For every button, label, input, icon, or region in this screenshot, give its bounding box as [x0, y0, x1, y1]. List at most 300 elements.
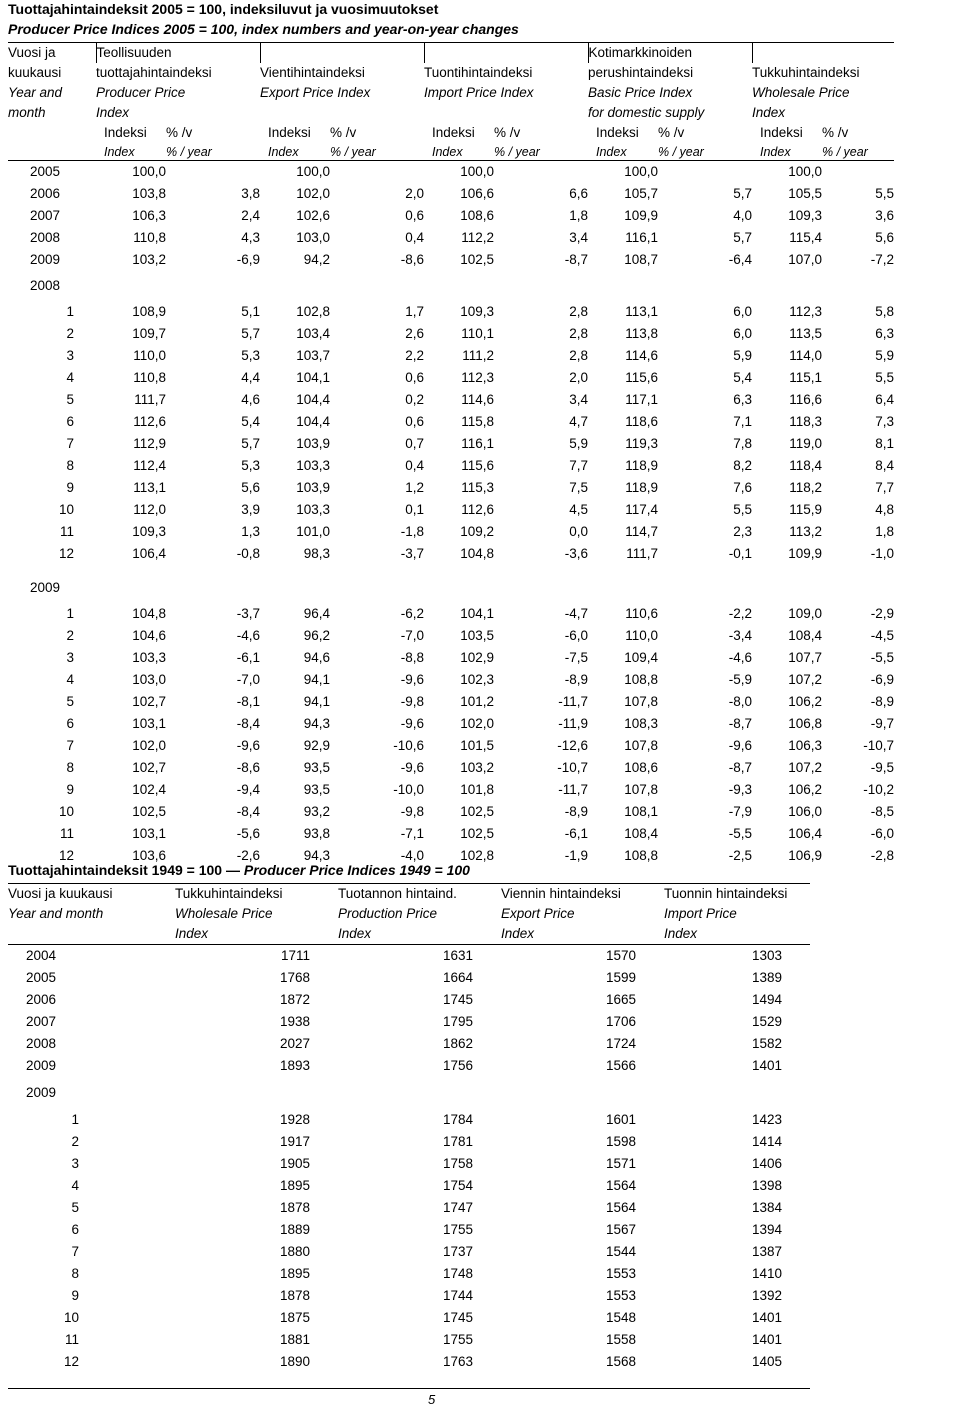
table-cell: 2,3 — [733, 524, 752, 539]
row-label: 6 — [66, 414, 74, 429]
header2-export-en: Export Price — [501, 906, 575, 921]
table-cell: -6,1 — [236, 650, 260, 665]
table-cell: 7,3 — [875, 414, 894, 429]
table-cell: 6,0 — [733, 304, 752, 319]
header-basic: perushintaindeksi — [588, 65, 694, 80]
table-cell: 112,3 — [461, 370, 494, 385]
table-cell: 1410 — [751, 1266, 782, 1281]
table-cell: 1878 — [279, 1200, 310, 1215]
table-cell: 117,4 — [625, 502, 658, 517]
row-label: 9 — [66, 480, 74, 495]
table-cell: -12,6 — [557, 738, 588, 753]
subheader-index-en: Index — [752, 143, 822, 161]
table-cell: -4,7 — [564, 606, 588, 621]
table-cell: 101,5 — [460, 738, 494, 753]
table-cell: 111,7 — [134, 392, 166, 407]
table-cell: 1665 — [605, 992, 636, 1007]
table-row — [8, 1241, 810, 1263]
table-cell: 107,8 — [624, 782, 658, 797]
table-cell: 114,0 — [789, 348, 822, 363]
table-cell: 1889 — [279, 1222, 310, 1237]
table-row — [8, 1033, 810, 1055]
table-cell: 103,0 — [132, 672, 166, 687]
subheader-index-en: Index — [588, 143, 658, 161]
table-row — [8, 1011, 810, 1033]
table-cell: -6,2 — [400, 606, 424, 621]
table-cell: 1737 — [442, 1244, 473, 1259]
table-cell: 103,8 — [132, 186, 166, 201]
table-cell: 106,4 — [132, 546, 166, 561]
table-cell: 112,9 — [133, 436, 166, 451]
row-label: 3 — [66, 348, 74, 363]
table-cell: -3,7 — [236, 606, 260, 621]
table-cell: -2,6 — [236, 848, 260, 863]
row-label: 2 — [66, 326, 74, 341]
table-cell: 1598 — [605, 1134, 636, 1149]
row-label: 2006 — [26, 992, 57, 1007]
table-cell: 0,6 — [405, 414, 424, 429]
table-cell: 102,6 — [296, 208, 330, 223]
row-label: 2 — [71, 1134, 79, 1149]
table-row — [8, 227, 894, 249]
table-cell: 112,6 — [133, 414, 166, 429]
table-row — [8, 323, 894, 345]
table-cell: 116,6 — [789, 392, 822, 407]
row-label: 9 — [66, 782, 74, 797]
table-cell: 103,1 — [132, 826, 166, 841]
table-cell: 112,0 — [133, 502, 166, 517]
table-cell: -2,8 — [870, 848, 894, 863]
table-cell: 1,2 — [405, 480, 424, 495]
header2-import: Tuonnin hintaindeksi — [664, 884, 810, 905]
table-cell: 116,1 — [625, 230, 658, 245]
header-export — [260, 43, 424, 64]
row-label: 4 — [71, 1178, 79, 1193]
table-cell: 1570 — [605, 948, 636, 963]
table-cell: 94,1 — [303, 672, 330, 687]
table-cell: 1392 — [751, 1288, 782, 1303]
table-row — [8, 1307, 810, 1329]
header2-production-en: Production Price — [338, 906, 438, 921]
table-cell: 101,0 — [296, 524, 330, 539]
table-cell: 5,6 — [241, 480, 260, 495]
table-cell: 1938 — [279, 1014, 310, 1029]
table-cell: -8,9 — [564, 804, 588, 819]
year-group-label: 2009 — [30, 580, 61, 595]
row-label: 2 — [66, 628, 74, 643]
table-cell: 5,3 — [241, 458, 260, 473]
header-year-month: Vuosi ja — [8, 43, 96, 64]
table-cell: 100,0 — [132, 164, 166, 179]
table-row — [8, 779, 894, 801]
table-row — [8, 735, 894, 757]
table-cell: 1928 — [279, 1112, 310, 1127]
table-cell: -8,4 — [236, 716, 260, 731]
table-cell: 109,4 — [624, 650, 658, 665]
table-cell: 103,7 — [296, 348, 330, 363]
table-cell: 1875 — [279, 1310, 310, 1325]
table2-body — [8, 945, 810, 1374]
table-cell: 103,2 — [132, 252, 166, 267]
table-cell: -8,0 — [728, 694, 752, 709]
table-cell: 100,0 — [460, 164, 494, 179]
row-label: 2008 — [30, 230, 61, 245]
table-cell: 2,2 — [405, 348, 424, 363]
table-cell: 107,8 — [624, 738, 658, 753]
table-cell: 1631 — [442, 948, 473, 963]
table-cell: -9,6 — [400, 716, 424, 731]
header-basic: Kotimarkkinoiden — [588, 43, 752, 64]
table-cell: 110,8 — [133, 370, 166, 385]
table-cell: 109,3 — [788, 208, 822, 223]
subheader-change: % /v — [658, 125, 685, 140]
table-cell: 102,0 — [132, 738, 166, 753]
table-cell: 2,4 — [241, 208, 260, 223]
table-cell: 94,2 — [303, 252, 330, 267]
table-cell: 1748 — [442, 1266, 473, 1281]
row-label: 2007 — [30, 208, 61, 223]
table-cell: 1544 — [605, 1244, 636, 1259]
table-cell — [166, 161, 260, 184]
table-cell: 94,1 — [303, 694, 330, 709]
table-cell: 106,0 — [788, 804, 822, 819]
table-cell: 1724 — [605, 1036, 636, 1051]
table-cell: 113,8 — [625, 326, 658, 341]
row-label: 3 — [71, 1156, 79, 1171]
table-cell: 3,8 — [241, 186, 260, 201]
table-row — [8, 205, 894, 227]
table-cell: 102,9 — [460, 650, 494, 665]
table-cell: 4,3 — [241, 230, 260, 245]
table-cell: 106,9 — [788, 848, 822, 863]
table-cell: -10,0 — [393, 782, 424, 797]
subheader-change-en: % / year — [822, 143, 894, 161]
table-cell: -4,6 — [236, 628, 260, 643]
row-label: 2005 — [26, 970, 57, 985]
header2-import-en: Index — [664, 924, 810, 945]
table-cell: 1880 — [279, 1244, 310, 1259]
year-group-label: 2009 — [26, 1085, 57, 1100]
table-cell: -10,6 — [393, 738, 424, 753]
table-cell: 5,8 — [875, 304, 894, 319]
table-cell: -2,2 — [728, 606, 752, 621]
header-export: Vientihintaindeksi — [260, 65, 365, 80]
table-row — [8, 1219, 810, 1241]
row-label: 2005 — [30, 164, 61, 179]
table-cell: 96,4 — [303, 606, 330, 621]
table-cell: -9,5 — [870, 760, 894, 775]
table-cell: 1744 — [442, 1288, 473, 1303]
row-label: 7 — [66, 436, 74, 451]
table-cell: 109,2 — [460, 524, 494, 539]
row-label: 11 — [64, 1332, 79, 1347]
table-cell: 103,3 — [296, 458, 330, 473]
table-cell: 112,4 — [133, 458, 166, 473]
row-label: 2006 — [30, 186, 61, 201]
table-cell: 109,3 — [460, 304, 494, 319]
header-ppi-en: Index — [96, 105, 130, 120]
row-label: 12 — [58, 848, 74, 863]
table-cell: -4,5 — [870, 628, 894, 643]
subheader-change: % /v — [494, 125, 521, 140]
table-cell: 110,6 — [625, 606, 658, 621]
table-cell: 5,1 — [241, 304, 260, 319]
table-cell: 113,5 — [789, 326, 822, 341]
table-cell: 1601 — [605, 1112, 636, 1127]
table-row — [8, 989, 810, 1011]
table-row — [8, 161, 894, 184]
table-cell: -9,7 — [870, 716, 894, 731]
table-cell: 1394 — [751, 1222, 782, 1237]
table-row — [8, 691, 894, 713]
table-row — [8, 389, 894, 411]
header-import-en — [424, 103, 588, 123]
table-cell: 5,5 — [875, 370, 894, 385]
table-cell: 92,9 — [303, 738, 330, 753]
table-cell: 8,2 — [733, 458, 752, 473]
table-cell: 106,3 — [132, 208, 166, 223]
table-cell: 103,6 — [132, 848, 166, 863]
table-cell: 6,0 — [733, 326, 752, 341]
table-cell: 0,4 — [405, 458, 424, 473]
row-label: 6 — [66, 716, 74, 731]
table-cell: 0,2 — [405, 392, 424, 407]
header2-wholesale: Tukkuhintaindeksi — [175, 884, 338, 905]
table-cell: 107,0 — [788, 252, 822, 267]
table-cell: 6,6 — [569, 186, 588, 201]
page-number: 5 — [428, 1392, 436, 1407]
table-cell: 1571 — [605, 1156, 636, 1171]
table-cell: -2,5 — [728, 848, 752, 863]
table-cell: 5,5 — [733, 502, 752, 517]
table-cell: 113,1 — [133, 480, 166, 495]
table-cell: 111,7 — [626, 546, 658, 561]
row-label: 10 — [63, 1310, 79, 1325]
table-cell: 2,8 — [569, 348, 588, 363]
table-cell: 1405 — [751, 1354, 782, 1369]
header-wholesale-en: Index — [752, 105, 786, 120]
table-cell: 1872 — [279, 992, 310, 1007]
table-cell: 5,7 — [241, 436, 260, 451]
table-cell: 117,1 — [625, 392, 658, 407]
subheader-index: Indeksi — [268, 125, 311, 140]
table-row — [8, 1285, 810, 1307]
table-cell: -6,9 — [236, 252, 260, 267]
table-cell: 105,7 — [624, 186, 658, 201]
table-cell: 118,4 — [789, 458, 822, 473]
table-cell: 102,5 — [460, 252, 494, 267]
table-row — [8, 801, 894, 823]
table-cell: -10,7 — [557, 760, 588, 775]
table-cell: -6,0 — [564, 628, 588, 643]
table-cell: 1881 — [279, 1332, 310, 1347]
table-cell: 107,8 — [624, 694, 658, 709]
header-wholesale: Tukkuhintaindeksi — [752, 65, 860, 80]
table-row — [8, 1175, 810, 1197]
table-cell: 1,8 — [569, 208, 588, 223]
table-cell: 1754 — [442, 1178, 473, 1193]
table-cell: 108,4 — [624, 826, 658, 841]
page-subtitle-en: Producer Price Indices 2005 = 100, index numbers and year-on-year changes — [8, 21, 519, 37]
table-cell: 103,4 — [296, 326, 330, 341]
table-cell: 94,6 — [303, 650, 330, 665]
table-cell: 108,7 — [624, 252, 658, 267]
subheader-index: Indeksi — [596, 125, 639, 140]
header-year-month: kuukausi — [8, 65, 62, 80]
header-import-en: Import Price Index — [424, 85, 534, 100]
table-row — [8, 1351, 810, 1373]
table-row — [8, 433, 894, 455]
table2-header — [8, 884, 810, 945]
table-cell: 104,8 — [460, 546, 494, 561]
table-row — [8, 249, 894, 271]
table-cell: 102,8 — [460, 848, 494, 863]
table-cell: 1,7 — [405, 304, 424, 319]
row-label: 11 — [59, 826, 74, 841]
table-cell: 115,8 — [461, 414, 494, 429]
table-cell: 103,9 — [296, 480, 330, 495]
year-group-row — [8, 1077, 810, 1109]
table-cell: 6,3 — [733, 392, 752, 407]
table-cell: 1401 — [751, 1058, 782, 1073]
row-label: 10 — [58, 502, 74, 517]
table-cell: 0,6 — [405, 208, 424, 223]
table-cell: 106,2 — [788, 694, 822, 709]
header-basic-en: Basic Price Index — [588, 85, 693, 100]
table-row — [8, 1197, 810, 1219]
table-cell: -3,7 — [400, 546, 424, 561]
table-cell: 110,0 — [133, 348, 166, 363]
table-cell: 112,3 — [789, 304, 822, 319]
header-year-month-en: Year and — [8, 85, 63, 100]
table-cell: 93,2 — [303, 804, 330, 819]
table-cell: 103,0 — [296, 230, 330, 245]
table-row — [8, 521, 894, 543]
table-cell: 6,3 — [875, 326, 894, 341]
section-title-fi: Tuottajahintaindeksit 1949 = 100 — — [8, 862, 240, 878]
table-cell: 6,4 — [875, 392, 894, 407]
row-label: 5 — [71, 1200, 79, 1215]
table-cell: 109,0 — [788, 606, 822, 621]
table-cell: 5,7 — [241, 326, 260, 341]
table-row — [8, 757, 894, 779]
table-cell: -9,3 — [728, 782, 752, 797]
row-label: 1 — [66, 304, 74, 319]
table-cell: 114,6 — [625, 348, 658, 363]
table-cell: 2,0 — [405, 186, 424, 201]
table-cell: 1763 — [442, 1354, 473, 1369]
header-ppi: tuottajahintaindeksi — [96, 65, 212, 80]
table-cell: -5,5 — [870, 650, 894, 665]
table-row — [8, 647, 894, 669]
table-cell: 102,4 — [132, 782, 166, 797]
table-cell: 109,9 — [624, 208, 658, 223]
table-cell: -9,8 — [400, 804, 424, 819]
table-cell: 106,3 — [788, 738, 822, 753]
table-cell: 96,2 — [303, 628, 330, 643]
row-label: 2009 — [26, 1058, 57, 1073]
table-cell: 1878 — [279, 1288, 310, 1303]
table-row — [8, 1055, 810, 1077]
table-cell: -10,7 — [863, 738, 894, 753]
table-cell: -11,7 — [558, 694, 588, 709]
table-cell: -6,9 — [870, 672, 894, 687]
table-cell: 100,0 — [788, 164, 822, 179]
table-cell: 1387 — [751, 1244, 782, 1259]
table-cell: 102,5 — [132, 804, 166, 819]
row-label: 3 — [66, 650, 74, 665]
subheader-index: Indeksi — [432, 125, 475, 140]
table-cell: 1553 — [605, 1266, 636, 1281]
table-cell: -1,8 — [400, 524, 424, 539]
table-cell: 4,0 — [733, 208, 752, 223]
table-cell: 1893 — [279, 1058, 310, 1073]
table-cell: -8,6 — [400, 252, 424, 267]
row-label: 8 — [66, 458, 74, 473]
header-export-en: Export Price Index — [260, 85, 371, 100]
table-cell: 1890 — [279, 1354, 310, 1369]
table-cell: -8,5 — [870, 804, 894, 819]
table-cell: -8,8 — [400, 650, 424, 665]
table-cell: 103,1 — [132, 716, 166, 731]
table1-header — [8, 43, 894, 161]
table-cell: 1895 — [279, 1266, 310, 1281]
table-cell: 2027 — [279, 1036, 310, 1051]
table-cell: 1582 — [751, 1036, 782, 1051]
table-row — [8, 499, 894, 521]
table-cell: 1756 — [442, 1058, 473, 1073]
table-row — [8, 477, 894, 499]
table-cell: 7,1 — [733, 414, 752, 429]
table-cell: 5,5 — [875, 186, 894, 201]
table-cell: 1599 — [605, 970, 636, 985]
table-cell: 1745 — [442, 992, 473, 1007]
table-cell: -6,0 — [870, 826, 894, 841]
table-cell: 108,4 — [788, 628, 822, 643]
table-cell: 0,7 — [405, 436, 424, 451]
table-cell: 119,0 — [789, 436, 822, 451]
table-cell: 101,8 — [460, 782, 494, 797]
table-cell: -11,9 — [558, 716, 588, 731]
table-cell: 2,8 — [569, 304, 588, 319]
table-cell: 1758 — [442, 1156, 473, 1171]
table-cell: 112,2 — [461, 230, 494, 245]
table-cell: 1564 — [605, 1178, 636, 1193]
header-year-month-en: month — [8, 105, 46, 120]
table-cell: 7,5 — [569, 480, 588, 495]
table-cell: -7,0 — [236, 672, 260, 687]
table-row — [8, 669, 894, 691]
table-cell — [494, 161, 588, 184]
table-cell: 1711 — [280, 948, 310, 963]
table-cell: 1768 — [279, 970, 310, 985]
section-title-1949 — [8, 862, 470, 878]
table-cell: -4,0 — [400, 848, 424, 863]
table-row — [8, 625, 894, 647]
table-cell: -9,8 — [400, 694, 424, 709]
header-wholesale — [752, 43, 894, 64]
row-label: 5 — [66, 694, 74, 709]
table-row — [8, 823, 894, 845]
row-label: 5 — [66, 392, 74, 407]
subheader-index: Indeksi — [104, 125, 147, 140]
table-cell: 93,8 — [303, 826, 330, 841]
table-cell: 1,3 — [241, 524, 260, 539]
table-cell: 104,6 — [132, 628, 166, 643]
table-cell: 104,1 — [296, 370, 330, 385]
table-cell: -8,6 — [236, 760, 260, 775]
header-import — [424, 43, 588, 64]
